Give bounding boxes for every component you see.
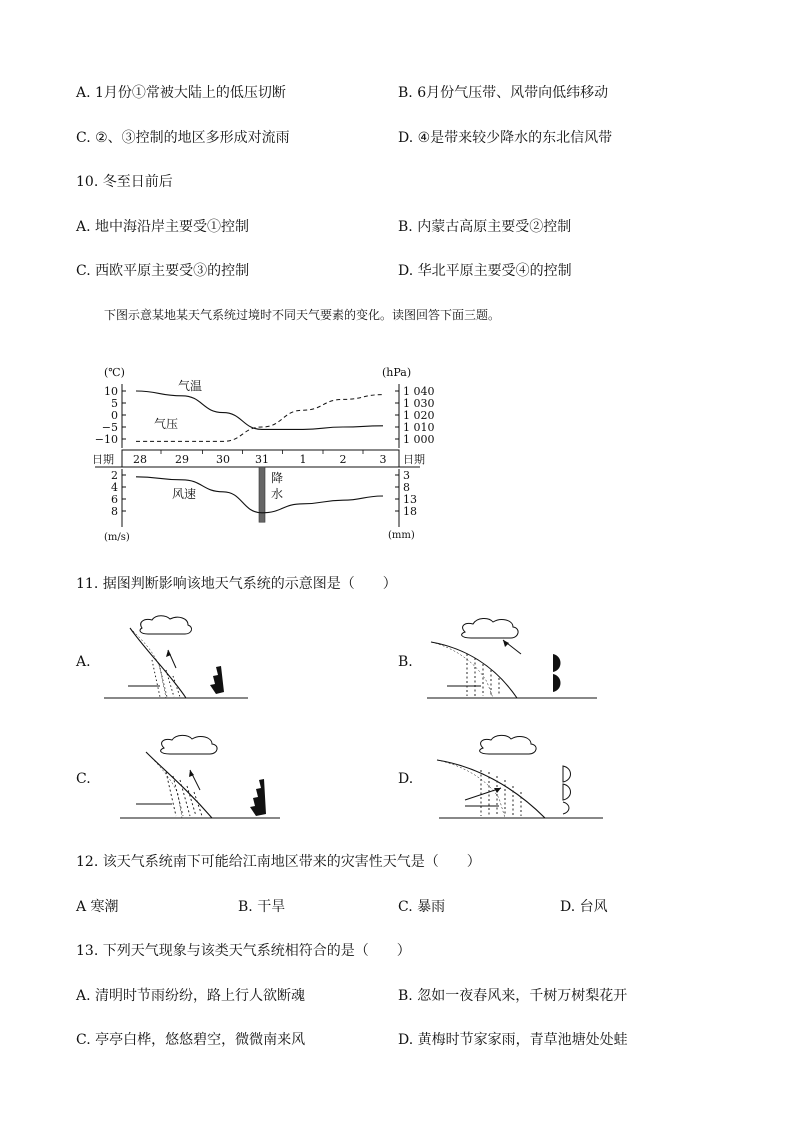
q12-option-b: B. 干旱 [238, 899, 286, 915]
front-diagram-a [102, 612, 262, 707]
q11-label-d: D. [398, 771, 414, 787]
q11-label-b: B. [398, 654, 413, 670]
date-tick-label: 3 [379, 453, 387, 466]
q13-option-d: D. 黄梅时节家家雨，青草池塘处处蛙 [398, 1032, 628, 1048]
date-tick-label: 31 [255, 453, 269, 466]
precip-tick-label: 18 [403, 505, 417, 518]
temp-tick-label: 10 [104, 385, 118, 398]
pressure-tick-label: 1 000 [403, 433, 435, 446]
wind-tick-label: 8 [111, 505, 118, 518]
pressure-tick-label: 1 010 [403, 421, 435, 434]
q10-option-d: D. 华北平原主要受④的控制 [398, 263, 572, 279]
q11-stem: 11. 据图判断影响该地天气系统的示意图是（ ） [76, 576, 397, 592]
front-diagram-c [120, 730, 300, 825]
precip-tick-label: 3 [403, 469, 410, 482]
wind-series-label: 风速 [172, 487, 197, 501]
q9-option-c: C. ②、③控制的地区多形成对流雨 [76, 130, 290, 146]
pressure-series-label: 气压 [154, 417, 179, 431]
figure-intro: 下图示意某地某天气系统过境时不同天气要素的变化。读图回答下面三题。 [104, 308, 501, 322]
q13-option-a: A. 清明时节雨纷纷，路上行人欲断魂 [76, 988, 306, 1004]
date-axis [133, 450, 387, 466]
pressure-tick-label: 1 030 [403, 397, 435, 410]
wind-axis [111, 469, 126, 518]
q11-label-a: A. [76, 654, 91, 670]
front-diagram-d [425, 730, 615, 825]
precip-tick-label: 8 [403, 481, 410, 494]
date-tick-label: 1 [299, 453, 307, 466]
temp-series-label: 气温 [178, 379, 203, 393]
temp-tick-label: 5 [111, 397, 118, 410]
wind-unit-label: (m/s) [104, 532, 130, 543]
date-tick-label: 28 [133, 453, 147, 466]
temp-tick-label: −10 [94, 433, 118, 446]
temp-tick-label: −5 [101, 421, 118, 434]
wind-tick-label: 4 [111, 481, 118, 494]
temp-unit-label: (℃) [104, 366, 125, 379]
q13-option-c: C. 亭亭白桦，悠悠碧空，微微南来风 [76, 1032, 306, 1048]
q9-option-a: A. 1月份①常被大陆上的低压切断 [76, 85, 286, 101]
q10-option-c: C. 西欧平原主要受③的控制 [76, 263, 250, 279]
q10-stem: 10. 冬至日前后 [76, 174, 173, 190]
date-tick-label: 2 [339, 453, 347, 466]
wind-tick-label: 2 [111, 469, 118, 482]
pressure-axis [395, 385, 435, 446]
q12-stem: 12. 该天气系统南下可能给江南地区带来的灾害性天气是（ ） [76, 854, 481, 870]
wind-tick-label: 6 [111, 493, 118, 506]
date-tick-label: 30 [216, 453, 230, 466]
precip-bar [259, 467, 265, 522]
precip-label-1: 降 [271, 471, 284, 485]
q13-stem: 13. 下列天气现象与该类天气系统相符合的是（ ） [76, 943, 411, 959]
pressure-unit-label: (hPa) [382, 366, 412, 379]
weather-chart [90, 362, 510, 562]
q10-option-a: A. 地中海沿岸主要受①控制 [76, 219, 250, 235]
pressure-tick-label: 1 020 [403, 409, 435, 422]
date-axis-label-left: 日期 [92, 453, 114, 466]
q9-option-d: D. ④是带来较少降水的东北信风带 [398, 130, 613, 146]
temp-tick-label: 0 [111, 409, 118, 422]
q10-option-b: B. 内蒙古高原主要受②控制 [398, 219, 572, 235]
precip-axis [395, 469, 417, 518]
precip-label-2: 水 [271, 487, 284, 501]
q11-label-c: C. [76, 771, 91, 787]
temp-axis [95, 385, 126, 446]
q13-option-b: B. 忽如一夜春风来，千树万树梨花开 [398, 988, 628, 1004]
q9-option-b: B. 6月份气压带、风带向低纬移动 [398, 85, 609, 101]
q12-option-c: C. 暴雨 [398, 899, 446, 915]
pressure-tick-label: 1 040 [403, 385, 435, 398]
precip-tick-label: 13 [403, 493, 417, 506]
date-axis-label-right: 日期 [403, 453, 425, 466]
q12-option-a: A 寒潮 [76, 899, 119, 915]
q12-option-d: D. 台风 [560, 899, 608, 915]
front-diagram-b [425, 612, 625, 702]
date-tick-label: 29 [175, 453, 189, 466]
precip-unit-label: (mm) [388, 530, 415, 541]
